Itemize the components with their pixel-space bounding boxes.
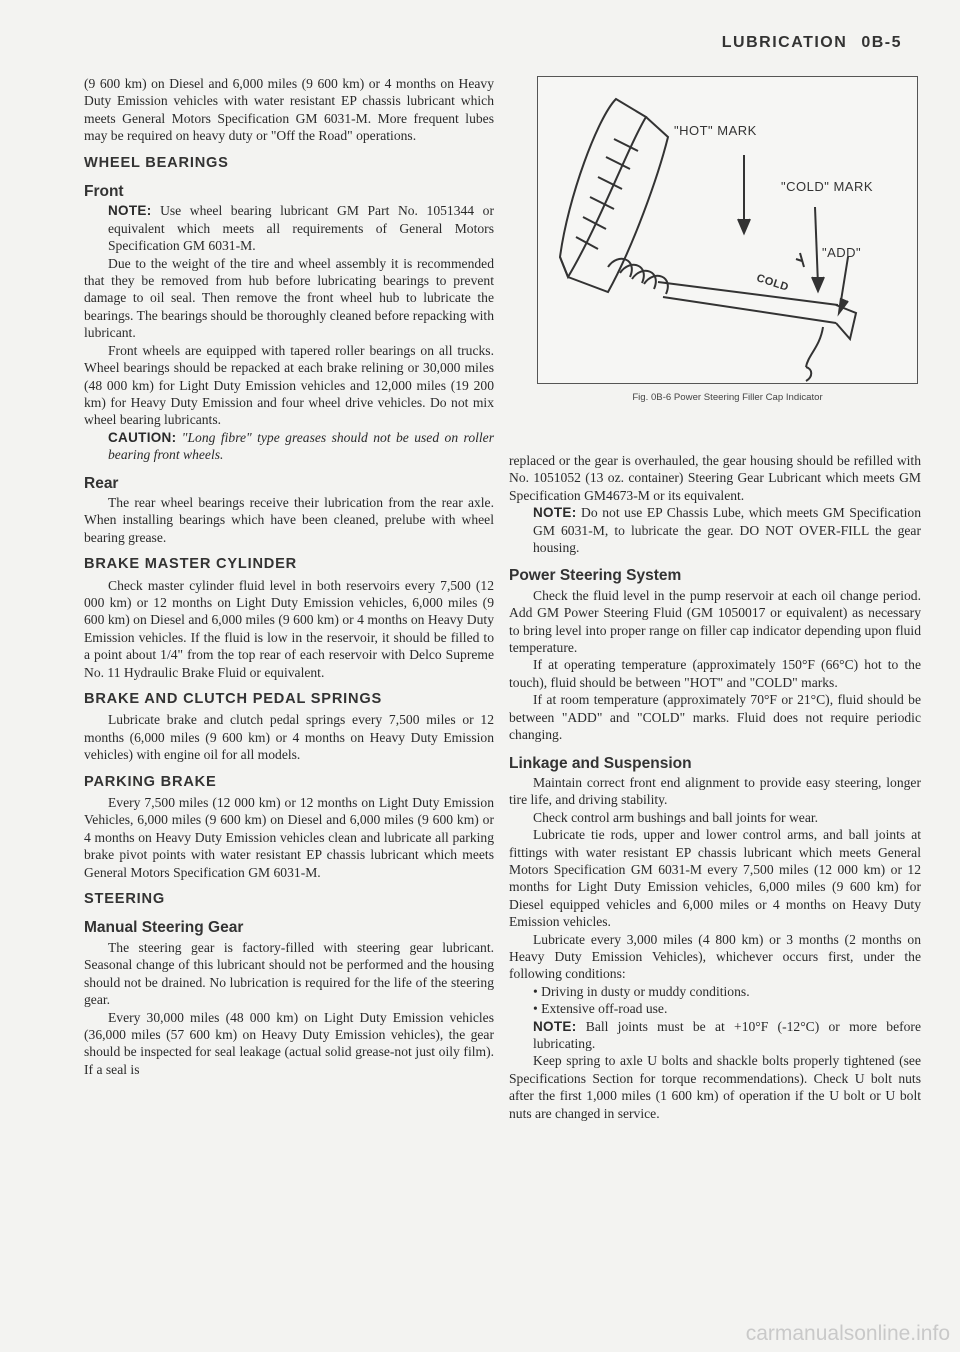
note-label: NOTE: bbox=[108, 203, 152, 219]
subheading-front: Front bbox=[84, 183, 124, 201]
heading-steering: STEERING bbox=[84, 891, 166, 908]
paragraph: The steering gear is factory-filled with steering gear lubricant. Seasonal change of this lubricant should not be performed and the housing should not be drained. No lubrication is required for the life of the steering gear. bbox=[84, 939, 494, 1008]
watermark: carmanualsonline.info bbox=[745, 1322, 950, 1345]
paragraph: If at room temperature (approximately 70°F or 21°C), fluid should be between "ADD" and "COLD" marks. Fluid does not require periodic changing. bbox=[509, 692, 921, 743]
paragraph: Keep spring to axle U bolts and shackle bolts properly tightened (see Specifications Section for torque recommendations). Check U bolt nuts after the first 1,000 miles (1 600 km) of operation if the U bolt or U bolt nuts are changed in service. bbox=[509, 1053, 921, 1121]
bullet-item: • Extensive off-road use. bbox=[533, 1001, 668, 1017]
note-paragraph bbox=[509, 1018, 921, 1053]
paragraph: (9 600 km) on Diesel and 6,000 miles (9 600 km) or 4 months on Heavy Duty Emission vehicles with water resistant EP chassis lubricant which meets General Motors Specification GM 6031-M. More frequent lubes may be required on heavy duty or "Off the Road" operations. bbox=[84, 76, 494, 144]
heading-wheel-bearings: WHEEL BEARINGS bbox=[84, 154, 229, 171]
subheading-linkage-suspension: Linkage and Suspension bbox=[509, 754, 692, 772]
note-label: NOTE: bbox=[533, 1018, 577, 1034]
left-column bbox=[84, 75, 494, 1078]
bullet-item: • Driving in dusty or muddy conditions. bbox=[533, 983, 750, 999]
right-column bbox=[509, 452, 921, 1122]
paragraph: The rear wheel bearings receive their lubrication from the rear axle. When installing bearings which have been cleaned, prelube with wheel bearing grease. bbox=[84, 494, 494, 545]
paragraph: Check the fluid level in the pump reservoir at each oil change period. Add GM Power Steering Fluid (GM 1050017 or equivalent) as necessary to bring level into proper range on filler cap indicator depending upon fluid temperature. bbox=[509, 587, 921, 656]
paragraph: Every 30,000 miles (48 000 km) on Light Duty Emission vehicles (36,000 miles (57 600 km) on Heavy Duty Emission vehicles), the gear should be inspected for seal leakage (actual solid grease-not just oily film). If a seal is bbox=[84, 1009, 494, 1077]
cold-mark-label: "COLD" MARK bbox=[781, 179, 874, 194]
paragraph: Due to the weight of the tire and wheel assembly it is recommended that they be removed from hub before lubricating bearings to prevent damage to oil seal. Then remove the front wheel hub to lubricate the bearings. The bearings should be thoroughly cleaned before repacking with lubricant. bbox=[84, 255, 494, 341]
page-number: 0B-5 bbox=[861, 34, 902, 51]
caution-label: CAUTION: bbox=[108, 429, 177, 445]
paragraph: Maintain correct front end alignment to provide easy steering, longer tire life, and driving stability. bbox=[509, 774, 921, 808]
subheading-power-steering: Power Steering System bbox=[509, 567, 682, 585]
figure-power-steering-cap bbox=[537, 76, 918, 384]
subheading-rear: Rear bbox=[84, 474, 119, 492]
caution-paragraph bbox=[84, 429, 494, 464]
paragraph: If at operating temperature (approximately 150°F (66°C) hot to the touch), fluid should be between "HOT" and "COLD" marks. bbox=[509, 657, 921, 690]
paragraph: Lubricate brake and clutch pedal springs every 7,500 miles or 12 months (6,000 miles (9 600 km) or 4 months on Heavy Duty Emission vehicles) with engine oil for all models. bbox=[84, 712, 494, 763]
figure-caption: Fig. 0B-6 Power Steering Filler Cap Indicator bbox=[632, 392, 823, 403]
cold-stick-label: COLD bbox=[754, 272, 791, 294]
paragraph: replaced or the gear is overhauled, the gear housing should be refilled with No. 1051052 (13 oz. container) Steering Gear Lubricant which meets GM Specification GM4673-M or its equivalent. bbox=[509, 453, 921, 503]
note-text: Use wheel bearing lubricant GM Part No. 1051344 or equivalent which meets all requirements of General Motors Specification GM 6031-M. bbox=[108, 203, 494, 254]
section-title: LUBRICATION bbox=[721, 34, 848, 51]
paragraph: Lubricate tie rods, upper and lower control arms, and ball joints at fittings with water resistant EP chassis lubricant which meets General Motors Specification GM 6031-M every 7,500 miles (12 000 km) or 12 months for Light Duty Emission vehicles, 6,000 miles (9 600 km) for Diesel equipped vehicles and 6,000 miles or 4 months on Heavy Duty Emission vehicles. bbox=[509, 827, 921, 930]
subheading-manual-steering-gear: Manual Steering Gear bbox=[84, 919, 244, 937]
add-label: "ADD" bbox=[822, 245, 862, 260]
hot-mark-label: "HOT" MARK bbox=[674, 123, 757, 138]
heading-brake-clutch-springs: BRAKE AND CLUTCH PEDAL SPRINGS bbox=[84, 691, 383, 707]
paragraph: Every 7,500 miles (12 000 km) or 12 months on Light Duty Emission Vehicles, 6,000 miles (9 600 km) on Diesel and 6,000 miles (9 600 km) or 4 months on Heavy Duty Emission vehicles clean and lubricate all parking brake pivot points with water resistant EP chassis lubricant which meets General Motors Specification GM 6031-M. bbox=[84, 795, 494, 880]
caution-text: "Long fibre" type greases should not be used on roller bearing front wheels. bbox=[108, 429, 494, 463]
heading-parking-brake: PARKING BRAKE bbox=[84, 773, 217, 790]
note-text: Ball joints must be at +10°F (-12°C) or more before lubricating. bbox=[533, 1018, 921, 1051]
note-paragraph bbox=[509, 504, 921, 556]
page-header bbox=[722, 34, 902, 52]
heading-brake-master-cylinder: BRAKE MASTER CYLINDER bbox=[84, 556, 298, 573]
note-label: NOTE: bbox=[533, 505, 577, 521]
paragraph: Lubricate every 3,000 miles (4 800 km) or 3 months (2 months on Heavy Duty Emission Vehicles), whichever occurs first, under the following conditions: bbox=[509, 931, 921, 982]
paragraph: Check control arm bushings and ball joints for wear. bbox=[533, 809, 819, 825]
note-text: Do not use EP Chassis Lube, which meets GM Specification GM 6031-M, to lubricate the gear. DO NOT OVER-FILL the gear housing. bbox=[533, 505, 921, 556]
paragraph: Front wheels are equipped with tapered roller bearings on all trucks. Wheel bearings should be repacked at each brake relining or 30,000 miles (48 000 km) for Light Duty Emission vehicles and 12,000 miles (19 200 km) for Heavy Duty Emission and four wheel drive vehicles. Do not mix wheel bearing lubricants. bbox=[84, 342, 494, 428]
paragraph: Check master cylinder fluid level in both reservoirs every 7,500 (12 000 km) or 12 months on Light Duty Emission vehicles, 6,000 miles (9 600 km) on Diesel and 6,000 miles (9 600 km) or 4 months on Heavy Duty Emission vehicles. If the fluid is low in the reservoir, it should be filled to a point about 1/4" from the top rear of each reservoir with Delco Supreme No. 11 Hydraulic Brake Fluid or equivalent. bbox=[84, 577, 494, 680]
note-paragraph bbox=[84, 202, 494, 254]
